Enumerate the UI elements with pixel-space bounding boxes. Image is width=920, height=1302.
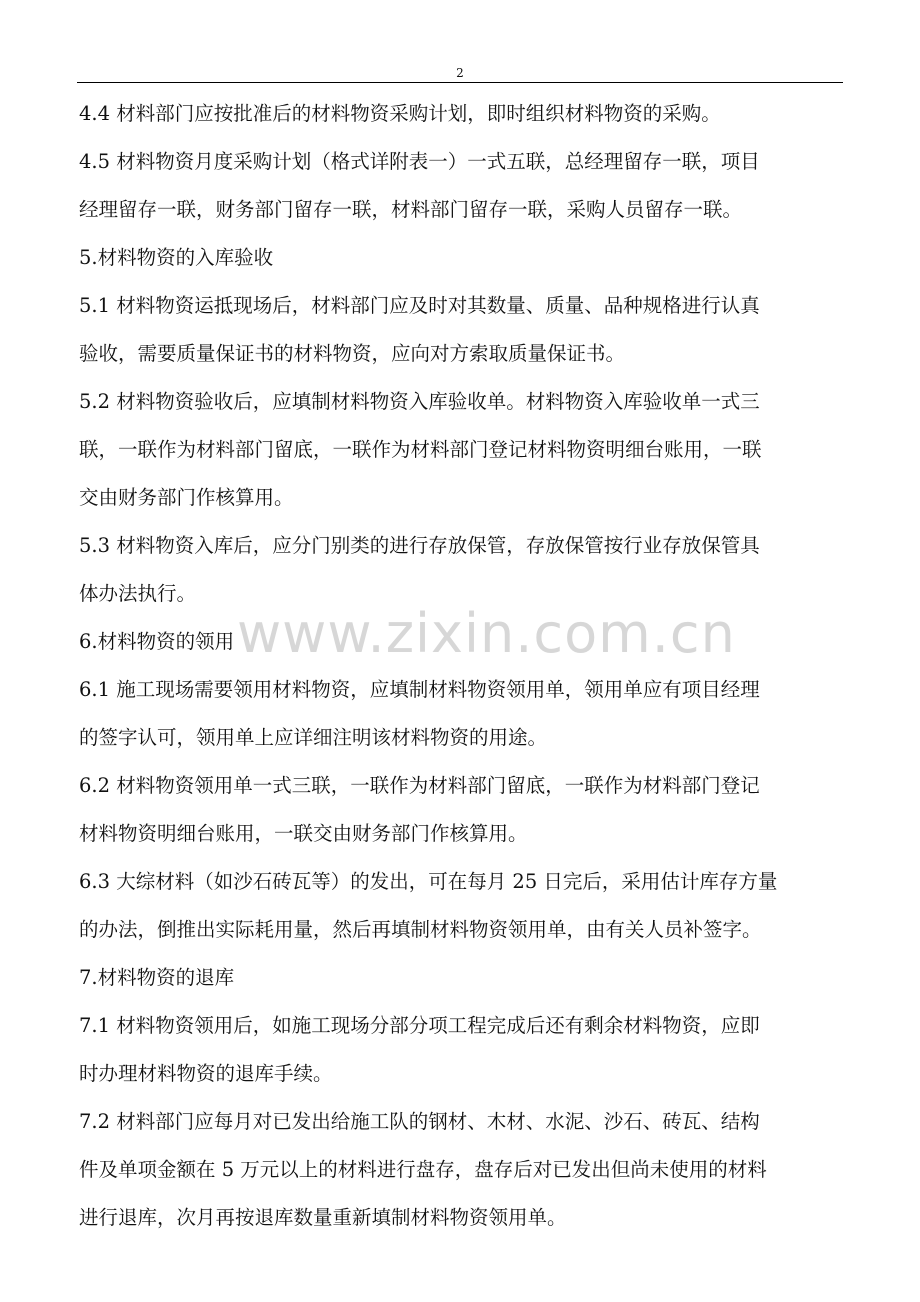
text-line: 6.1 施工现场需要领用材料物资，应填制材料物资领用单，领用单应有项目经理 bbox=[79, 678, 760, 701]
section-heading: 5.材料物资的入库验收 bbox=[79, 246, 274, 269]
text-line: 6.3 大综材料（如沙石砖瓦等）的发出，可在每月 25 日完后，采用估计库存方量 bbox=[79, 870, 778, 893]
text-line: 的办法，倒推出实际耗用量，然后再填制材料物资领用单，由有关人员补签字。 bbox=[79, 918, 762, 941]
text-line: 验收，需要质量保证书的材料物资，应向对方索取质量保证书。 bbox=[79, 342, 626, 365]
text-line: 5.3 材料物资入库后，应分门别类的进行存放保管，存放保管按行业存放保管具 bbox=[79, 534, 760, 557]
text-line: 6.2 材料物资领用单一式三联，一联作为材料部门留底，一联作为材料部门登记 bbox=[79, 774, 760, 797]
text-line: 进行退库，次月再按退库数量重新填制材料物资领用单。 bbox=[79, 1206, 567, 1229]
section-heading: 7.材料物资的退库 bbox=[79, 966, 235, 989]
text-line: 交由财务部门作核算用。 bbox=[79, 486, 294, 509]
text-line: 5.2 材料物资验收后，应填制材料物资入库验收单。材料物资入库验收单一式三 bbox=[79, 390, 760, 413]
text-line: 时办理材料物资的退库手续。 bbox=[79, 1062, 333, 1085]
document-body bbox=[79, 90, 845, 1242]
text-line: 7.1 材料物资领用后，如施工现场分部分项工程完成后还有剩余材料物资，应即 bbox=[79, 1014, 760, 1037]
text-line: 的签字认可，领用单上应详细注明该材料物资的用途。 bbox=[79, 726, 548, 749]
watermark: www.zixin.com.cn bbox=[237, 602, 736, 665]
header-rule bbox=[77, 82, 843, 83]
text-line: 4.5 材料物资月度采购计划（格式详附表一）一式五联，总经理留存一联，项目 bbox=[79, 150, 760, 173]
text-line: 联，一联作为材料部门留底，一联作为材料部门登记材料物资明细台账用，一联 bbox=[79, 438, 762, 461]
text-line: 材料物资明细台账用，一联交由财务部门作核算用。 bbox=[79, 822, 528, 845]
text-line: 7.2 材料部门应每月对已发出给施工队的钢材、木材、水泥、沙石、砖瓦、结构 bbox=[79, 1110, 760, 1133]
page-number: 2 bbox=[456, 66, 464, 80]
text-line: 5.1 材料物资运抵现场后，材料部门应及时对其数量、质量、品种规格进行认真 bbox=[79, 294, 760, 317]
text-line: 经理留存一联，财务部门留存一联，材料部门留存一联，采购人员留存一联。 bbox=[79, 198, 743, 221]
text-line: 4.4 材料部门应按批准后的材料物资采购计划，即时组织材料物资的采购。 bbox=[79, 102, 721, 125]
text-line: 件及单项金额在 5 万元以上的材料进行盘存，盘存后对已发出但尚未使用的材料 bbox=[79, 1158, 767, 1181]
text-line: 体办法执行。 bbox=[79, 582, 197, 605]
section-heading: 6.材料物资的领用 bbox=[79, 630, 235, 653]
